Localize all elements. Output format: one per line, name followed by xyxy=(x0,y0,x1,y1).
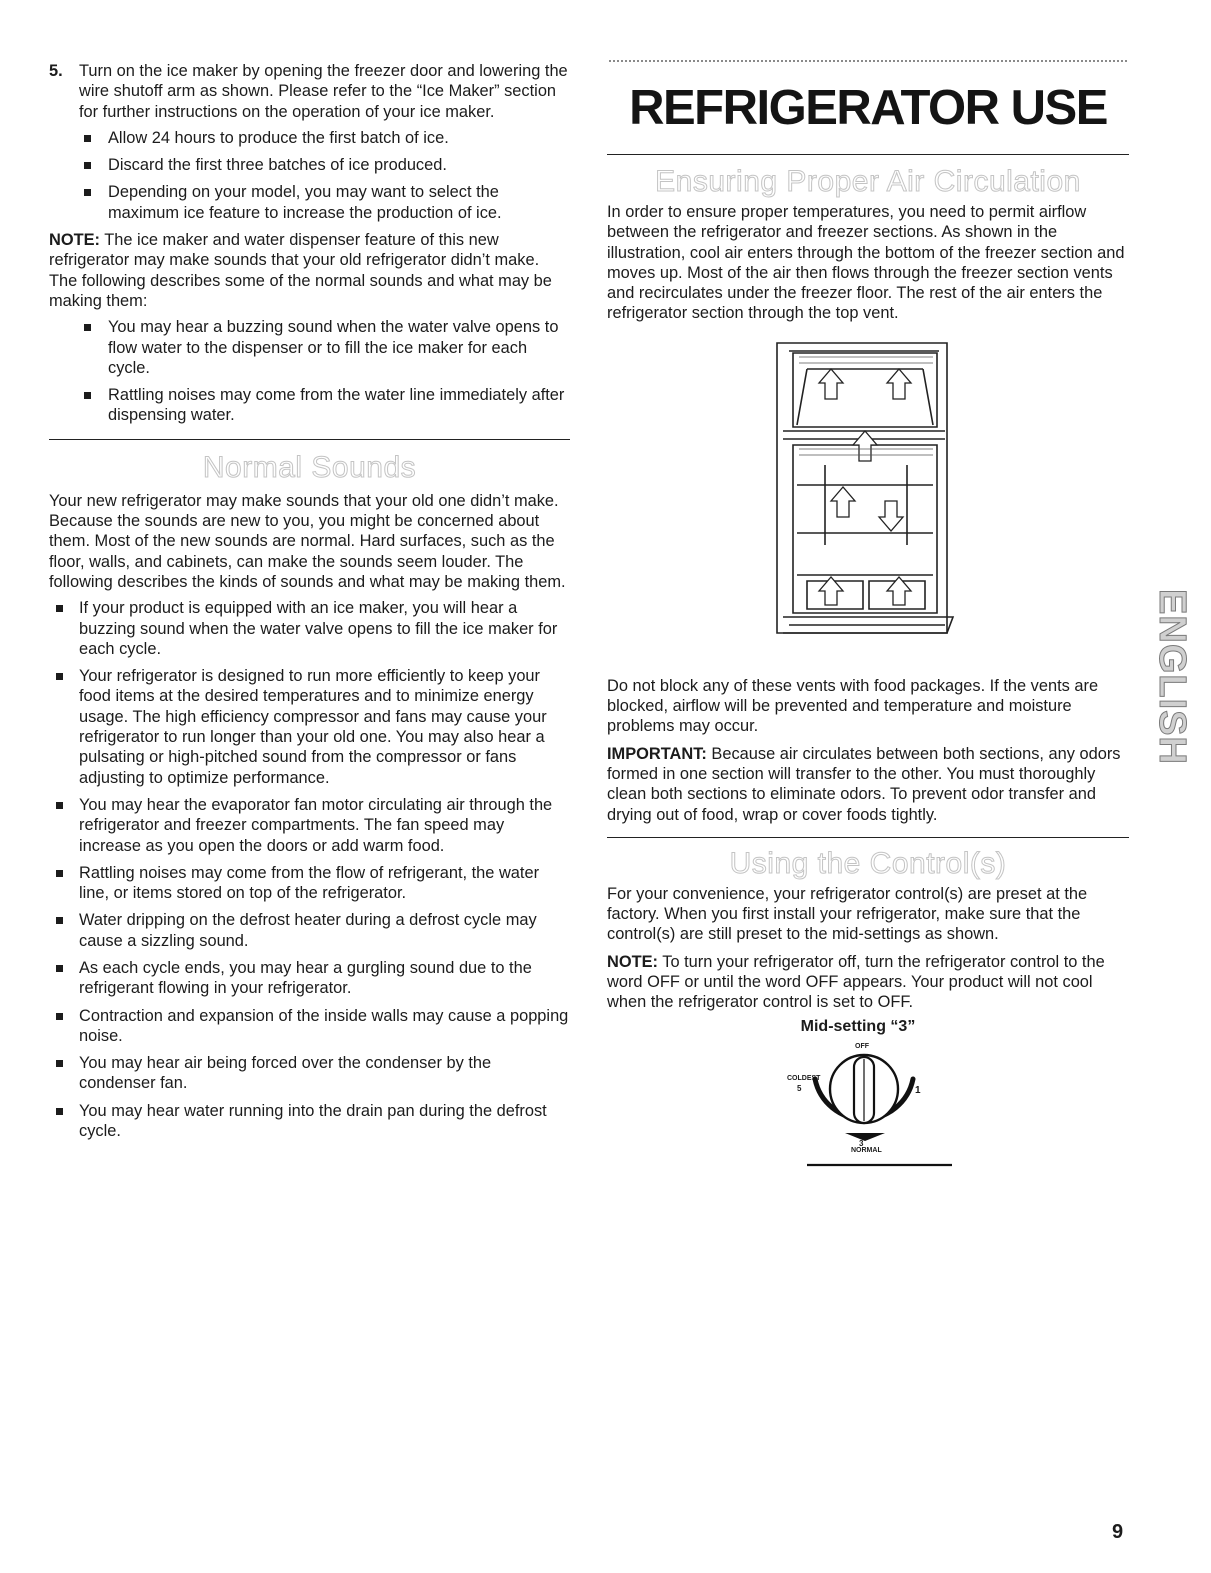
dial-label-off: OFF xyxy=(855,1042,869,1050)
list-item: You may hear a buzzing sound when the water valve opens to flow water to the dispenser or to fill the ice maker for each cycle. xyxy=(49,317,570,378)
important-text: Because air circulates between both sections, any odors formed in one section will transfer to the other. You must thoroughly clean both sections to eliminate odors. To prevent odor transfer and drying out of food, wrap or cover foods tightly. xyxy=(607,744,1121,824)
list-item: Depending on your model, you may want to select the maximum ice feature to increase the production of ice. xyxy=(49,182,570,223)
air-circulation-paragraph: In order to ensure proper temperatures, you need to permit airflow between the refrigerator and freezer sections. As shown in the illustration, cool air enters through the bottom of the freezer section and moves up. Most of the air then flows through the freezer section vents and recirculates under the freezer floor. The rest of the air enters the refrigerator section through the top vent. xyxy=(607,203,1125,323)
note-label: NOTE: xyxy=(49,231,100,250)
important-paragraph xyxy=(607,744,1129,825)
dial-label-5: 5 xyxy=(797,1083,802,1093)
controls-heading: Using the Control(s) xyxy=(729,846,1007,880)
list-item: You may hear water running into the drain pan during the defrost cycle. xyxy=(49,1101,570,1142)
controls-note-paragraph xyxy=(607,952,1129,1013)
controls-note-text: To turn your refrigerator off, turn the refrigerator control to the word OFF or until the word OFF appears. Your product will not cool when the refrigerator control is set to OFF. xyxy=(607,952,1105,1012)
left-column xyxy=(49,61,570,1141)
side-tab-shape xyxy=(1150,567,1190,787)
dial-label-1: 1 xyxy=(915,1084,921,1096)
refrigerator-airflow-diagram xyxy=(607,335,1129,665)
list-item: Contraction and expansion of the inside walls may cause a popping noise. xyxy=(49,1006,570,1047)
list-item: Allow 24 hours to produce the first batch of ice. xyxy=(49,128,570,148)
control-dial-icon xyxy=(607,1037,1129,1177)
normal-sounds-heading: Normal Sounds xyxy=(202,450,417,484)
note-paragraph xyxy=(49,230,570,311)
list-item: Discard the first three batches of ice produced. xyxy=(49,155,570,175)
dial-label-coldest: COLDEST xyxy=(787,1074,821,1082)
air-circulation-heading: Ensuring Proper Air Circulation xyxy=(655,165,1081,198)
list-item: As each cycle ends, you may hear a gurgling sound due to the refrigerant flowing in your refrigerator. xyxy=(49,958,570,999)
note-text: The ice maker and water dispenser feature of this new refrigerator may make sounds that your old refrigerator didn’t make. The following describes some of the normal sounds and what may be making them: xyxy=(49,231,552,310)
airflow-illustration xyxy=(607,335,1129,665)
list-item: You may hear the evaporator fan motor circulating air through the refrigerator and freezer compartments. The fan speed may increase as you open the doors or add warm food. xyxy=(49,795,570,856)
step-5 xyxy=(49,61,570,122)
dial-label-normal: NORMAL xyxy=(851,1146,882,1154)
right-column xyxy=(607,60,1129,1177)
dial-label-3: 3 xyxy=(859,1138,864,1148)
controls-paragraph: For your convenience, your refrigerator control(s) are preset at the factory. When you first install your refrigerator, make sure that the control(s) are still preset to the mid-settings as shown. xyxy=(607,884,1088,944)
note-bullets xyxy=(49,317,570,425)
normal-sounds-bullets xyxy=(49,598,570,1141)
normal-sounds-intro: Your new refrigerator may make sounds that your old one didn’t make. Because the sounds are new to you, you might be concerned about them. Most of the new sounds are normal. Hard surfaces, such as the floor, walls, and cabinets, can make the sounds seem louder. The following describes the kinds of sounds and what may be making them. xyxy=(49,491,566,591)
list-item: Your refrigerator is designed to run more efficiently to keep your food items at the desired temperatures and to minimize energy usage. The high efficiency compressor and fans may cause your refrigerator to run longer than your old one. You may also hear a pulsating or high-pitched sound from the compressor or fans adjusting to optimize performance. xyxy=(49,666,570,788)
step-5-bullets xyxy=(49,128,570,223)
step-5-text: Turn on the ice maker by opening the freezer door and lowering the wire shutoff arm as shown. Please refer to the “Ice Maker” section for further instructions on the operation of your ice maker. xyxy=(79,62,568,121)
section-divider xyxy=(49,439,570,440)
section-divider xyxy=(607,837,1129,838)
language-side-tab xyxy=(1150,567,1190,787)
important-label: IMPORTANT: xyxy=(607,744,707,763)
header-dotted-rule xyxy=(609,60,1127,65)
list-item: If your product is equipped with an ice maker, you will hear a buzzing sound when the water valve opens to fill the ice maker for each cycle. xyxy=(49,598,570,659)
title-divider xyxy=(607,154,1129,155)
page-title: REFRIGERATOR USE xyxy=(629,81,1107,135)
side-tab-label: ENGLISH xyxy=(1150,589,1190,765)
list-item: Rattling noises may come from the flow of refrigerant, the water line, or items stored on top of the refrigerator. xyxy=(49,863,570,904)
dial-caption: Mid-setting “3” xyxy=(800,1017,916,1035)
control-dial-figure xyxy=(607,1037,1129,1177)
page-number: 9 xyxy=(1112,1521,1124,1543)
vents-paragraph: Do not block any of these vents with food packages. If the vents are blocked, airflow will be prevented and temperature and moisture problems may occur. xyxy=(607,676,1099,736)
controls-note-label: NOTE: xyxy=(607,952,658,971)
step-number: 5. xyxy=(49,62,63,80)
list-item: Water dripping on the defrost heater during a defrost cycle may cause a sizzling sound. xyxy=(49,910,570,951)
list-item: You may hear air being forced over the condenser by the condenser fan. xyxy=(49,1053,570,1094)
list-item: Rattling noises may come from the water line immediately after dispensing water. xyxy=(49,385,570,426)
